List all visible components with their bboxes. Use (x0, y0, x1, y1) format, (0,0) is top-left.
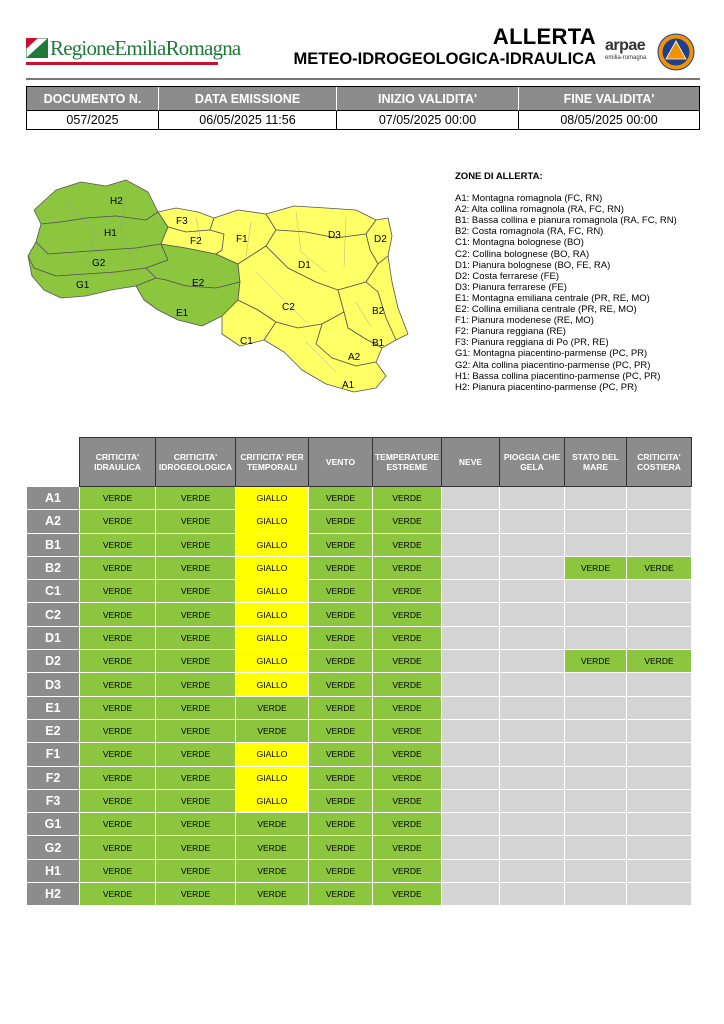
alert-level-cell (500, 603, 565, 626)
column-header: CRITICITA' IDRAULICA (80, 438, 156, 487)
arpae-logo-text: arpae (605, 37, 646, 54)
alert-level-cell: VERDE (309, 556, 373, 579)
alert-level-cell (442, 510, 500, 533)
alert-zones-map (26, 172, 446, 402)
alert-level-cell (565, 603, 627, 626)
alert-level-cell: GIALLO (236, 510, 309, 533)
alert-level-cell (442, 859, 500, 882)
validity-end-header: FINE VALIDITA' (519, 87, 699, 111)
alert-level-cell: VERDE (156, 556, 236, 579)
alert-level-cell (442, 789, 500, 812)
zone-cell: D2 (27, 650, 80, 673)
alert-level-cell (627, 719, 692, 742)
alert-level-cell: VERDE (80, 580, 156, 603)
alert-level-cell: GIALLO (236, 766, 309, 789)
zone-cell: F3 (27, 789, 80, 812)
alert-level-cell: VERDE (156, 650, 236, 673)
alert-level-cell (442, 580, 500, 603)
alert-level-cell (442, 533, 500, 556)
alert-level-cell: VERDE (309, 883, 373, 906)
alert-level-cell (627, 533, 692, 556)
map-label-h2: H2 (110, 196, 123, 207)
zone-cell: F2 (27, 766, 80, 789)
map-label-a2: A2 (348, 352, 361, 363)
alert-level-cell: GIALLO (236, 533, 309, 556)
alert-level-cell: VERDE (373, 487, 442, 510)
zone-cell: B2 (27, 556, 80, 579)
alert-table (26, 437, 692, 906)
alert-level-cell: VERDE (309, 859, 373, 882)
zone-legend-item: C1: Montagna bolognese (BO) (455, 237, 584, 249)
region-logo-underline (26, 62, 218, 65)
alert-level-cell (500, 859, 565, 882)
alert-level-cell: VERDE (80, 626, 156, 649)
map-label-e1: E1 (176, 308, 189, 319)
column-header: CRITICITA' PER TEMPORALI (236, 438, 309, 487)
zone-legend-item: A1: Montagna romagnola (FC, RN) (455, 193, 603, 205)
alert-level-cell (500, 789, 565, 812)
alert-level-cell (500, 650, 565, 673)
table-row (27, 533, 692, 556)
alert-level-cell: VERDE (80, 673, 156, 696)
map-label-b2: B2 (372, 306, 385, 317)
alert-level-cell: VERDE (236, 696, 309, 719)
zone-cell: E2 (27, 719, 80, 742)
alert-level-cell: VERDE (309, 789, 373, 812)
alert-level-cell: VERDE (309, 673, 373, 696)
alert-level-cell (627, 626, 692, 649)
alert-level-cell: VERDE (156, 626, 236, 649)
alert-level-cell (627, 673, 692, 696)
alert-level-cell: VERDE (309, 626, 373, 649)
alert-level-cell: VERDE (309, 510, 373, 533)
alert-level-cell: VERDE (373, 766, 442, 789)
alert-level-cell (565, 626, 627, 649)
column-header: PIOGGIA CHE GELA (500, 438, 565, 487)
alert-level-cell (442, 556, 500, 579)
validity-start-value: 07/05/2025 00:00 (337, 111, 519, 129)
alert-level-cell: VERDE (236, 719, 309, 742)
alert-level-cell (442, 719, 500, 742)
zone-legend-item: B1: Bassa collina e pianura romagnola (RA, FC, RN) (455, 215, 677, 227)
zone-cell: C1 (27, 580, 80, 603)
alert-level-cell: VERDE (373, 556, 442, 579)
zone-cell: G1 (27, 813, 80, 836)
table-corner (27, 438, 80, 487)
table-row (27, 556, 692, 579)
alert-level-cell: GIALLO (236, 580, 309, 603)
alert-level-cell: VERDE (373, 603, 442, 626)
zone-legend-item: C2: Collina bolognese (BO, RA) (455, 248, 590, 260)
arpae-logo (605, 38, 655, 68)
table-body (27, 487, 692, 906)
alert-level-cell: VERDE (309, 836, 373, 859)
alert-level-cell: VERDE (309, 719, 373, 742)
map-label-a1: A1 (342, 380, 355, 391)
alert-level-cell (627, 487, 692, 510)
alert-level-cell (500, 626, 565, 649)
alert-level-cell: VERDE (373, 743, 442, 766)
table-row (27, 603, 692, 626)
map-label-g2: G2 (92, 258, 106, 269)
zones-legend-list (455, 193, 677, 393)
alert-level-cell: GIALLO (236, 556, 309, 579)
map-label-g1: G1 (76, 280, 90, 291)
alert-level-cell: VERDE (373, 813, 442, 836)
alert-level-cell: VERDE (80, 533, 156, 556)
table-row (27, 580, 692, 603)
alert-level-cell: GIALLO (236, 603, 309, 626)
map-label-d3: D3 (328, 230, 341, 241)
doc-number-header: DOCUMENTO N. (27, 87, 159, 111)
alert-level-cell (500, 487, 565, 510)
alert-level-cell: VERDE (80, 766, 156, 789)
zone-cell: H2 (27, 883, 80, 906)
alert-level-cell (500, 556, 565, 579)
alert-level-cell (500, 766, 565, 789)
alert-level-cell: VERDE (156, 696, 236, 719)
alert-level-cell: GIALLO (236, 789, 309, 812)
alert-level-cell: VERDE (156, 743, 236, 766)
zone-cell: G2 (27, 836, 80, 859)
alert-level-cell: VERDE (80, 836, 156, 859)
alert-level-cell (627, 510, 692, 533)
table-row (27, 766, 692, 789)
alert-level-cell: VERDE (80, 650, 156, 673)
alert-level-cell (442, 626, 500, 649)
zone-legend-item: A2: Alta collina romagnola (RA, FC, RN) (455, 204, 624, 216)
zone-cell: F1 (27, 743, 80, 766)
alert-level-cell (565, 696, 627, 719)
map-label-c1: C1 (240, 336, 253, 347)
alert-level-cell: VERDE (156, 859, 236, 882)
issue-date-value: 06/05/2025 11:56 (159, 111, 337, 129)
alert-level-cell: VERDE (80, 696, 156, 719)
alert-level-cell (442, 696, 500, 719)
alert-level-cell (500, 533, 565, 556)
alert-level-cell (627, 859, 692, 882)
alert-level-cell (442, 743, 500, 766)
alert-level-cell (500, 883, 565, 906)
alert-level-cell (442, 766, 500, 789)
doc-number-value: 057/2025 (27, 111, 159, 129)
alert-level-cell (565, 766, 627, 789)
table-row (27, 673, 692, 696)
table-row (27, 650, 692, 673)
alert-level-cell: VERDE (309, 603, 373, 626)
alert-level-cell: VERDE (236, 859, 309, 882)
civil-protection-logo-icon (657, 33, 695, 71)
table-row (27, 743, 692, 766)
alert-level-cell (627, 603, 692, 626)
alert-level-cell (565, 836, 627, 859)
map-label-f1: F1 (236, 234, 248, 245)
alert-level-cell (500, 836, 565, 859)
alert-level-cell: VERDE (309, 487, 373, 510)
region-logo-text: RegioneEmiliaRomagna (50, 36, 241, 60)
alert-level-cell: VERDE (156, 673, 236, 696)
alert-level-cell: GIALLO (236, 650, 309, 673)
validity-start-header: INIZIO VALIDITA' (337, 87, 519, 111)
table-row (27, 696, 692, 719)
issue-date-header: DATA EMISSIONE (159, 87, 337, 111)
alert-level-cell: VERDE (80, 789, 156, 812)
alert-level-cell: GIALLO (236, 743, 309, 766)
column-header: NEVE (442, 438, 500, 487)
zone-legend-item: F1: Pianura modenese (RE, MO) (455, 315, 594, 327)
alert-level-cell (627, 696, 692, 719)
alert-level-cell: VERDE (156, 580, 236, 603)
alert-level-cell: VERDE (565, 650, 627, 673)
alert-level-cell: VERDE (156, 603, 236, 626)
alert-level-cell: VERDE (156, 836, 236, 859)
alert-level-cell: GIALLO (236, 626, 309, 649)
alert-level-cell: VERDE (309, 813, 373, 836)
alert-level-cell (565, 789, 627, 812)
table-row (27, 859, 692, 882)
table-row (27, 836, 692, 859)
alert-level-cell (627, 836, 692, 859)
column-header: CRITICITA' IDROGEOLOGICA (156, 438, 236, 487)
alert-level-cell: VERDE (80, 487, 156, 510)
alert-level-cell: VERDE (156, 533, 236, 556)
alert-level-cell: VERDE (309, 766, 373, 789)
alert-level-cell (565, 580, 627, 603)
zone-legend-item: D2: Costa ferrarese (FE) (455, 270, 559, 282)
column-header: STATO DEL MARE (565, 438, 627, 487)
alert-level-cell: VERDE (373, 789, 442, 812)
alert-level-cell (565, 533, 627, 556)
map-label-f2: F2 (190, 236, 202, 247)
alert-level-cell (565, 487, 627, 510)
page-title: ALLERTA (492, 24, 596, 49)
alert-level-cell (627, 789, 692, 812)
map-label-d2: D2 (374, 234, 387, 245)
alert-level-cell (442, 836, 500, 859)
alert-level-cell: VERDE (373, 580, 442, 603)
alert-level-cell: VERDE (80, 719, 156, 742)
zone-legend-item: G2: Alta collina piacentino-parmense (PC, PR) (455, 359, 651, 371)
alert-level-cell: VERDE (373, 859, 442, 882)
zone-cell: H1 (27, 859, 80, 882)
table-row (27, 789, 692, 812)
alert-level-cell: VERDE (156, 487, 236, 510)
alert-level-cell (565, 510, 627, 533)
zone-cell: D1 (27, 626, 80, 649)
table-row (27, 719, 692, 742)
alert-level-cell (500, 510, 565, 533)
alert-level-cell (565, 719, 627, 742)
table-row (27, 813, 692, 836)
alert-level-cell: VERDE (373, 626, 442, 649)
zone-cell: A1 (27, 487, 80, 510)
alert-level-cell: VERDE (80, 603, 156, 626)
alert-level-cell: VERDE (236, 836, 309, 859)
alert-level-cell: VERDE (565, 556, 627, 579)
alert-level-cell: GIALLO (236, 673, 309, 696)
alert-level-cell: VERDE (373, 883, 442, 906)
zone-legend-item: B2: Costa romagnola (RA, FC, RN) (455, 226, 604, 238)
page-subtitle: METEO-IDROGEOLOGICA-IDRAULICA (293, 50, 596, 68)
zone-legend-item: G1: Montagna piacentino-parmense (PC, PR) (455, 348, 648, 360)
zones-legend-title: ZONE DI ALLERTA: (455, 171, 543, 182)
alert-level-cell (442, 603, 500, 626)
alert-level-cell (442, 673, 500, 696)
alert-level-cell: VERDE (156, 766, 236, 789)
alert-level-cell: VERDE (80, 743, 156, 766)
alert-level-cell (627, 743, 692, 766)
zone-legend-item: H1: Bassa collina piacentino-parmense (PC, PR) (455, 370, 661, 382)
alert-level-cell (627, 813, 692, 836)
alert-level-cell (500, 673, 565, 696)
table-row (27, 487, 692, 510)
map-label-d1: D1 (298, 260, 311, 271)
alert-level-cell: VERDE (373, 533, 442, 556)
alert-level-cell (442, 813, 500, 836)
document-info-table (26, 86, 700, 130)
alert-level-cell: VERDE (373, 719, 442, 742)
map-label-e2: E2 (192, 278, 205, 289)
zone-legend-item: E1: Montagna emiliana centrale (PR, RE, MO) (455, 292, 650, 304)
alert-level-cell: VERDE (627, 556, 692, 579)
alert-level-cell (442, 883, 500, 906)
alert-level-cell: VERDE (80, 813, 156, 836)
zone-legend-item: H2: Pianura piacentino-parmense (PC, PR) (455, 381, 638, 393)
zone-cell: E1 (27, 696, 80, 719)
alert-level-cell: VERDE (373, 650, 442, 673)
map-label-f3: F3 (176, 216, 188, 227)
alert-level-cell: VERDE (156, 883, 236, 906)
alert-level-cell (627, 883, 692, 906)
alert-level-cell: VERDE (236, 813, 309, 836)
map-label-h1: H1 (104, 228, 117, 239)
alert-level-cell: VERDE (80, 556, 156, 579)
alert-level-cell: VERDE (236, 883, 309, 906)
alert-level-cell: VERDE (309, 696, 373, 719)
alert-level-cell: VERDE (156, 789, 236, 812)
map-label-b1: B1 (372, 338, 385, 349)
alert-level-cell: VERDE (80, 883, 156, 906)
table-row (27, 883, 692, 906)
map-label-c2: C2 (282, 302, 295, 313)
table-header-row (27, 438, 692, 487)
alert-level-cell (565, 673, 627, 696)
alert-level-cell: VERDE (373, 510, 442, 533)
zone-cell: B1 (27, 533, 80, 556)
zone-legend-item: F3: Pianura reggiana di Po (PR, RE) (455, 337, 609, 349)
alert-level-cell: VERDE (80, 510, 156, 533)
alert-level-cell (442, 650, 500, 673)
table-row (27, 510, 692, 533)
alert-level-cell: VERDE (156, 510, 236, 533)
arpae-logo-subtext: emilia-romagna (605, 55, 647, 61)
alert-level-cell (565, 859, 627, 882)
header-divider (26, 78, 700, 80)
column-header: CRITICITA' COSTIERA (627, 438, 692, 487)
alert-level-cell (500, 719, 565, 742)
zone-legend-item: D1: Pianura bolognese (BO, FE, RA) (455, 259, 611, 271)
alert-level-cell: VERDE (373, 836, 442, 859)
zones-legend (455, 171, 677, 393)
zone-cell: C2 (27, 603, 80, 626)
alert-level-cell (627, 766, 692, 789)
alert-level-cell: VERDE (373, 696, 442, 719)
alert-level-cell (565, 813, 627, 836)
alert-level-cell (500, 580, 565, 603)
column-header: TEMPERATURE ESTREME (373, 438, 442, 487)
alert-level-cell (500, 813, 565, 836)
alert-level-cell (500, 743, 565, 766)
alert-level-cell (500, 696, 565, 719)
column-header: VENTO (309, 438, 373, 487)
alert-level-cell: VERDE (373, 673, 442, 696)
alert-level-cell (565, 883, 627, 906)
zone-legend-item: F2: Pianura reggiana (RE) (455, 326, 566, 338)
zone-legend-item: E2: Collina emiliana centrale (PR, RE, MO) (455, 304, 637, 316)
zone-cell: D3 (27, 673, 80, 696)
alert-level-cell: VERDE (156, 813, 236, 836)
alert-level-cell: VERDE (156, 719, 236, 742)
zone-cell: A2 (27, 510, 80, 533)
region-flag-icon (26, 38, 48, 58)
alert-level-cell (565, 743, 627, 766)
alert-level-cell: VERDE (309, 533, 373, 556)
zone-legend-item: D3: Pianura ferrarese (FE) (455, 281, 567, 293)
alert-level-cell (442, 487, 500, 510)
alert-level-cell (627, 580, 692, 603)
table-row (27, 626, 692, 649)
alert-level-cell: VERDE (309, 580, 373, 603)
alert-level-cell: GIALLO (236, 487, 309, 510)
regione-emilia-romagna-logo (26, 36, 241, 66)
alert-level-cell: VERDE (80, 859, 156, 882)
alert-level-cell: VERDE (309, 743, 373, 766)
validity-end-value: 08/05/2025 00:00 (560, 113, 658, 127)
alert-level-cell: VERDE (627, 650, 692, 673)
alert-level-cell: VERDE (309, 650, 373, 673)
